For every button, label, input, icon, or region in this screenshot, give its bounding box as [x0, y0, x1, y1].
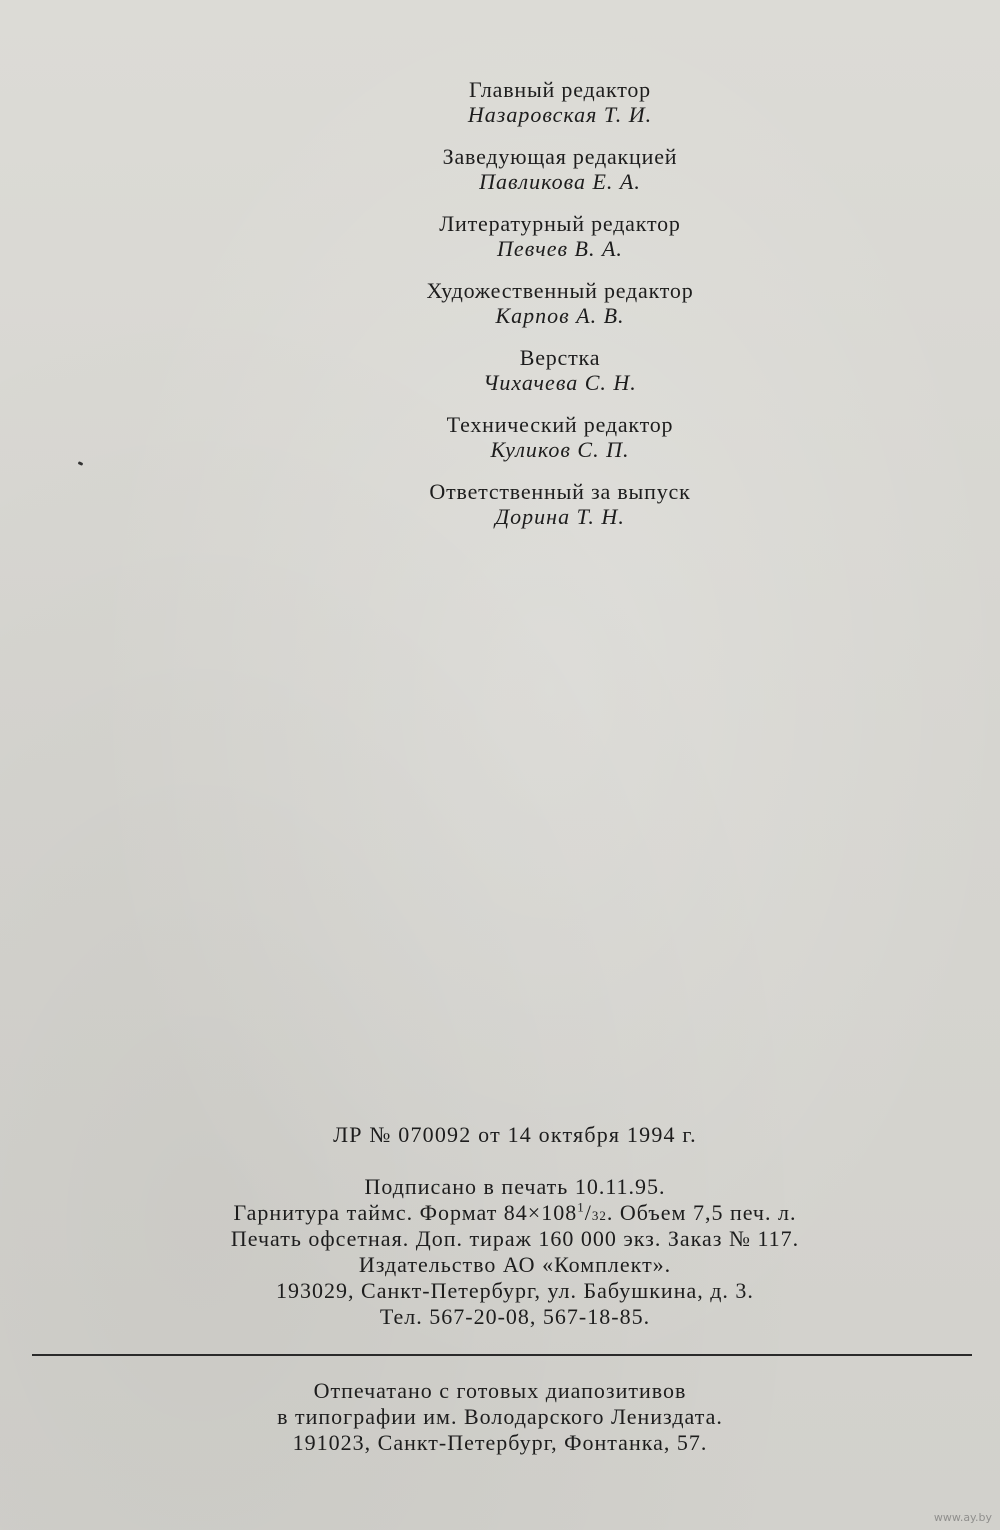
credit-role: Главный редактор: [469, 77, 651, 102]
credit-name: Павликова Е. А.: [479, 169, 641, 194]
credit-role: Ответственный за выпуск: [429, 479, 691, 504]
print-run-line: Печать офсетная. Доп. тираж 160 000 экз. Заказ № 117.: [230, 1226, 800, 1251]
credit-name: Чихачева С. Н.: [483, 370, 637, 395]
publisher-phone-line: Тел. 567-20-08, 567-18-85.: [379, 1304, 651, 1329]
imprint-block: [0, 1122, 1000, 1330]
credit-entry: [0, 78, 1000, 128]
format-sub: 32: [591, 1208, 607, 1223]
credit-name: Куликов С. П.: [490, 437, 630, 462]
credit-role: Заведующая редакцией: [442, 144, 678, 169]
printer-line-1: Отпечатано с готовых диапозитивов: [313, 1378, 687, 1403]
credit-name: Дорина Т. Н.: [495, 504, 625, 529]
license-line: ЛР № 070092 от 14 октября 1994 г.: [333, 1122, 697, 1147]
credit-role: Технический редактор: [446, 412, 674, 437]
credit-entry: [0, 279, 1000, 329]
divider-rule: [32, 1354, 972, 1356]
site-watermark: www.ay.by: [933, 1511, 992, 1524]
credit-role: Художественный редактор: [426, 278, 694, 303]
credit-entry: [0, 145, 1000, 195]
credit-entry: [0, 480, 1000, 530]
printer-line-2: в типографии им. Володарского Лениздата.: [277, 1404, 723, 1429]
printer-line-3: 191023, Санкт-Петербург, Фонтанка, 57.: [292, 1430, 708, 1455]
credit-name: Певчев В. А.: [497, 236, 623, 261]
credit-role: Верстка: [519, 345, 601, 370]
signed-line: Подписано в печать 10.11.95.: [364, 1174, 666, 1199]
credit-entry: [0, 413, 1000, 463]
credit-name: Карпов А. В.: [495, 303, 625, 328]
format-slash: /: [584, 1200, 592, 1225]
credit-entry: [0, 212, 1000, 262]
credit-name: Назаровская Т. И.: [467, 102, 653, 127]
credits-block: [0, 78, 1000, 547]
format-suffix: . Объем 7,5 печ. л.: [606, 1200, 797, 1225]
format-line: [0, 1200, 1000, 1226]
printer-block: [0, 1378, 1000, 1456]
credit-entry: [0, 346, 1000, 396]
format-prefix: Гарнитура таймс. Формат 84×108: [233, 1200, 578, 1225]
format-sup: 1: [577, 1199, 585, 1215]
publisher-line: Издательство АО «Комплект».: [358, 1252, 672, 1277]
publisher-address-line: 193029, Санкт-Петербург, ул. Бабушкина, д. 3.: [276, 1278, 754, 1303]
credit-role: Литературный редактор: [439, 211, 681, 236]
